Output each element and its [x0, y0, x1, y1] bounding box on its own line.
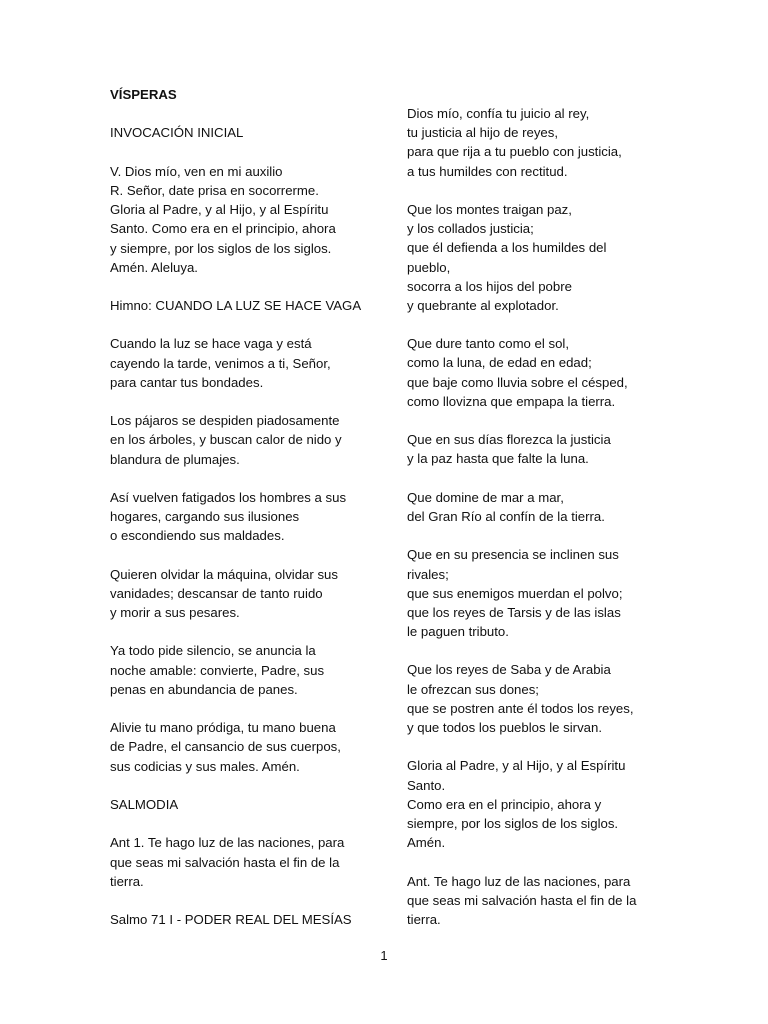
text-line: Santo.: [407, 777, 446, 793]
text-line: Gloria al Padre, y al Hijo, y al Espíritu: [407, 758, 626, 774]
text-line: blandura de plumajes.: [110, 451, 240, 467]
text-line: que seas mi salvación hasta el fin de la: [110, 854, 340, 870]
text-line: le paguen tributo.: [407, 624, 509, 640]
text-line: Que dure tanto como el sol,: [407, 336, 570, 352]
paragraph-gap: [110, 392, 372, 411]
text-line: vanidades; descansar de tanto ruido: [110, 585, 323, 601]
text-line: rivales;: [407, 566, 449, 582]
text-line: Amén. Aleluya.: [110, 259, 198, 275]
text-line: y siempre, por los siglos de los siglos.: [110, 240, 332, 256]
text-line: socorra a los hijos del pobre: [407, 278, 572, 294]
text-line: del Gran Río al confín de la tierra.: [407, 508, 605, 524]
text-line: como la luna, de edad en edad;: [407, 355, 592, 371]
text-line: para cantar tus bondades.: [110, 374, 264, 390]
text-line: tierra.: [407, 911, 441, 927]
text-line: y los collados justicia;: [407, 221, 534, 237]
text-line: INVOCACIÓN INICIAL: [110, 125, 244, 141]
text-line: noche amable: convierte, Padre, sus: [110, 662, 325, 678]
paragraph-gap: [407, 737, 657, 756]
paragraph-gap: [110, 143, 372, 162]
paragraph-gap: [407, 641, 657, 660]
text-line: que él defienda a los humildes del: [407, 240, 607, 256]
right-column: [407, 104, 657, 929]
text-line: y quebrante al explotador.: [407, 297, 559, 313]
text-line: y la paz hasta que falte la luna.: [407, 451, 589, 467]
text-line: Amén.: [407, 835, 446, 851]
text-line: Que domine de mar a mar,: [407, 489, 564, 505]
paragraph-gap: [110, 277, 372, 296]
paragraph-gap: [407, 181, 657, 200]
page-number: 1: [380, 948, 388, 963]
text-line: de Padre, el cansancio de sus cuerpos,: [110, 739, 341, 755]
text-line: pueblo,: [407, 259, 451, 275]
text-line: Ya todo pide silencio, se anuncia la: [110, 643, 316, 659]
text-line: para que rija a tu pueblo con justicia,: [407, 144, 622, 160]
text-line: Como era en el principio, ahora y: [407, 796, 602, 812]
text-line: le ofrezcan sus dones;: [407, 681, 539, 697]
text-line: y que todos los pueblos le sirvan.: [407, 720, 602, 735]
left-column: [110, 85, 372, 929]
text-line: que se postren ante él todos los reyes,: [407, 700, 634, 716]
text-line: Alivie tu mano pródiga, tu mano buena: [110, 720, 336, 736]
text-line: Quieren olvidar la máquina, olvidar sus: [110, 566, 338, 582]
paragraph-gap: [110, 315, 372, 334]
paragraph-gap: [407, 411, 657, 430]
text-line: que baje como lluvia sobre el césped,: [407, 374, 628, 390]
text-line: Ant 1. Te hago luz de las naciones, para: [110, 835, 345, 851]
text-line: R. Señor, date prisa en socorrerme.: [110, 182, 319, 198]
text-line: que seas mi salvación hasta el fin de la: [407, 892, 637, 908]
text-line: SALMODIA: [110, 796, 179, 812]
paragraph-gap: [110, 891, 372, 910]
paragraph-gap: [110, 104, 372, 123]
paragraph-gap: [407, 469, 657, 488]
paragraph-gap: [110, 776, 372, 795]
text-line: Que en sus días florezca la justicia: [407, 432, 611, 448]
text-line: Que los reyes de Saba y de Arabia: [407, 662, 611, 678]
left-column-lines: [110, 104, 372, 929]
text-line: Dios mío, confía tu juicio al rey,: [407, 106, 590, 121]
text-line: Himno: CUANDO LA LUZ SE HACE VAGA: [110, 298, 362, 314]
text-line: V. Dios mío, ven en mi auxilio: [110, 163, 283, 179]
right-column-lines: [407, 104, 657, 929]
document-title: VÍSPERAS: [110, 87, 177, 102]
paragraph-gap: [407, 852, 657, 871]
paragraph-gap: [110, 469, 372, 488]
text-line: y morir a sus pesares.: [110, 605, 240, 621]
paragraph-gap: [407, 526, 657, 545]
paragraph-gap: [110, 699, 372, 718]
paragraph-gap: [407, 315, 657, 334]
text-line: a tus humildes con rectitud.: [407, 163, 568, 179]
text-line: Así vuelven fatigados los hombres a sus: [110, 489, 347, 505]
text-line: Ant. Te hago luz de las naciones, para: [407, 873, 631, 889]
text-line: que sus enemigos muerdan el polvo;: [407, 585, 623, 601]
text-line: sus codicias y sus males. Amén.: [110, 758, 300, 774]
text-line: cayendo la tarde, venimos a ti, Señor,: [110, 355, 331, 371]
text-line: como llovizna que empapa la tierra.: [407, 393, 616, 409]
text-line: Gloria al Padre, y al Hijo, y al Espíritu: [110, 202, 329, 218]
text-line: tu justicia al hijo de reyes,: [407, 125, 558, 141]
text-line: tierra.: [110, 873, 144, 889]
text-line: Cuando la luz se hace vaga y está: [110, 336, 312, 352]
text-line: penas en abundancia de panes.: [110, 681, 298, 697]
text-line: que los reyes de Tarsis y de las islas: [407, 604, 621, 620]
text-line: Los pájaros se despiden piadosamente: [110, 413, 340, 429]
text-line: hogares, cargando sus ilusiones: [110, 509, 300, 525]
text-line: o escondiendo sus maldades.: [110, 528, 285, 544]
text-line: Salmo 71 I - PODER REAL DEL MESÍAS: [110, 912, 352, 928]
paragraph-gap: [110, 546, 372, 565]
text-line: siempre, por los siglos de los siglos.: [407, 815, 619, 831]
text-line: Que en su presencia se inclinen sus: [407, 547, 619, 563]
paragraph-gap: [110, 622, 372, 641]
text-line: en los árboles, y buscan calor de nido y: [110, 432, 342, 448]
paragraph-gap: [110, 814, 372, 833]
text-line: Santo. Como era en el principio, ahora: [110, 221, 336, 237]
text-line: Que los montes traigan paz,: [407, 201, 572, 217]
